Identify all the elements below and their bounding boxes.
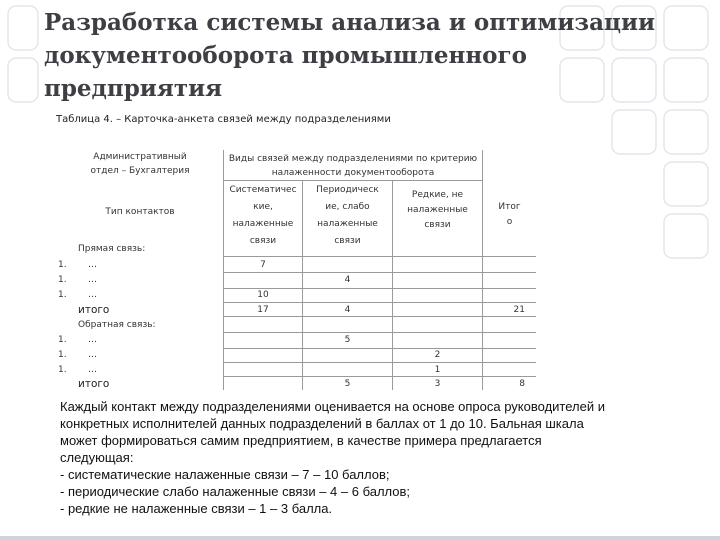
paragraph-line: - периодические слабо налаженные связи – 4 – 6 баллов; [60, 484, 411, 499]
kinds-header-line-2: налаженности документооборота [271, 168, 435, 178]
col-rare-line: связи [424, 220, 451, 230]
row-item: … [88, 275, 97, 285]
row-number: 1. [58, 365, 67, 375]
col-periodic-line: налаженные [317, 219, 378, 229]
col-rare-header [393, 188, 482, 233]
row-item: … [88, 260, 97, 270]
slide-title: Разработка системы анализа и оптимизации документооборота промышленного предприятия [44, 9, 656, 102]
row-number: 1. [58, 335, 67, 345]
description-paragraph [60, 398, 660, 517]
col-systematic-line: Систематичес [229, 185, 297, 195]
cell-rare: 2 [434, 350, 441, 360]
row-item: … [88, 290, 97, 300]
cell-periodic: 5 [344, 335, 351, 345]
paragraph-line: Каждый контакт между подразделениями оценивается на основе опроса руководителей и [60, 399, 605, 414]
kinds-header-line-1: Виды связей между подразделениями по критерию [228, 154, 478, 164]
direct-total-sum: 21 [513, 305, 525, 315]
reverse-total-sum: 8 [519, 379, 525, 389]
row-number: 1. [58, 260, 67, 270]
col-total-line: о [506, 217, 513, 227]
row-number: 1. [58, 350, 67, 360]
col-systematic-line: кие, [253, 202, 273, 212]
cell-systematic: 10 [257, 290, 269, 300]
direct-total-systematic: 17 [257, 305, 269, 315]
col-periodic-line: ие, слабо [325, 202, 370, 212]
direct-total-label: итого [78, 304, 110, 316]
direct-section-label: Прямая связь: [78, 244, 146, 254]
paragraph-line: конкретных исполнителей данных подразделений в баллах от 1 до 10. Бальная шкала [60, 416, 584, 431]
row-item: … [88, 335, 97, 345]
cell-rare: 1 [434, 365, 441, 375]
contact-type-label: Тип контактов [105, 207, 175, 217]
dept-line-1: Административный [93, 152, 187, 162]
col-systematic-line: связи [249, 236, 277, 246]
dept-line-2: отдел – Бухгалтерия [90, 166, 190, 176]
col-total-line: Итог [498, 202, 521, 212]
table-caption: Таблица 4. – Карточка-анкета связей между подразделениями [56, 114, 391, 125]
col-periodic-line: связи [334, 236, 361, 246]
reverse-total-rare: 3 [434, 379, 441, 389]
paragraph-line: может формироваться самим предприятием, в качестве примера предлагается [60, 433, 542, 448]
reverse-total-label: итого [78, 378, 110, 390]
col-periodic-header [303, 182, 392, 250]
paragraph-line: - редкие не налаженные связи – 1 – 3 балла. [60, 501, 333, 516]
paragraph-line: следующая: [60, 450, 134, 465]
cell-systematic: 7 [260, 260, 266, 270]
row-item: … [88, 365, 97, 375]
col-periodic-line: Периодическ [316, 185, 379, 195]
direct-total-periodic: 4 [344, 305, 351, 315]
cell-periodic: 4 [344, 275, 351, 285]
row-number: 1. [58, 290, 67, 300]
paragraph-line: - систематические налаженные связи – 7 – 10 баллов; [60, 467, 390, 482]
col-systematic-line: налаженные [232, 219, 294, 229]
row-number: 1. [58, 275, 67, 285]
kinds-header [224, 152, 482, 180]
col-rare-line: налаженные [407, 205, 468, 215]
col-rare-line: Редкие, не [411, 190, 464, 200]
row-item: … [88, 350, 97, 360]
reverse-section-label: Обратная связь: [78, 320, 156, 330]
col-total-header [483, 200, 536, 230]
dept-label [70, 150, 210, 178]
col-systematic-header [224, 182, 302, 250]
reverse-total-periodic: 5 [344, 379, 351, 389]
